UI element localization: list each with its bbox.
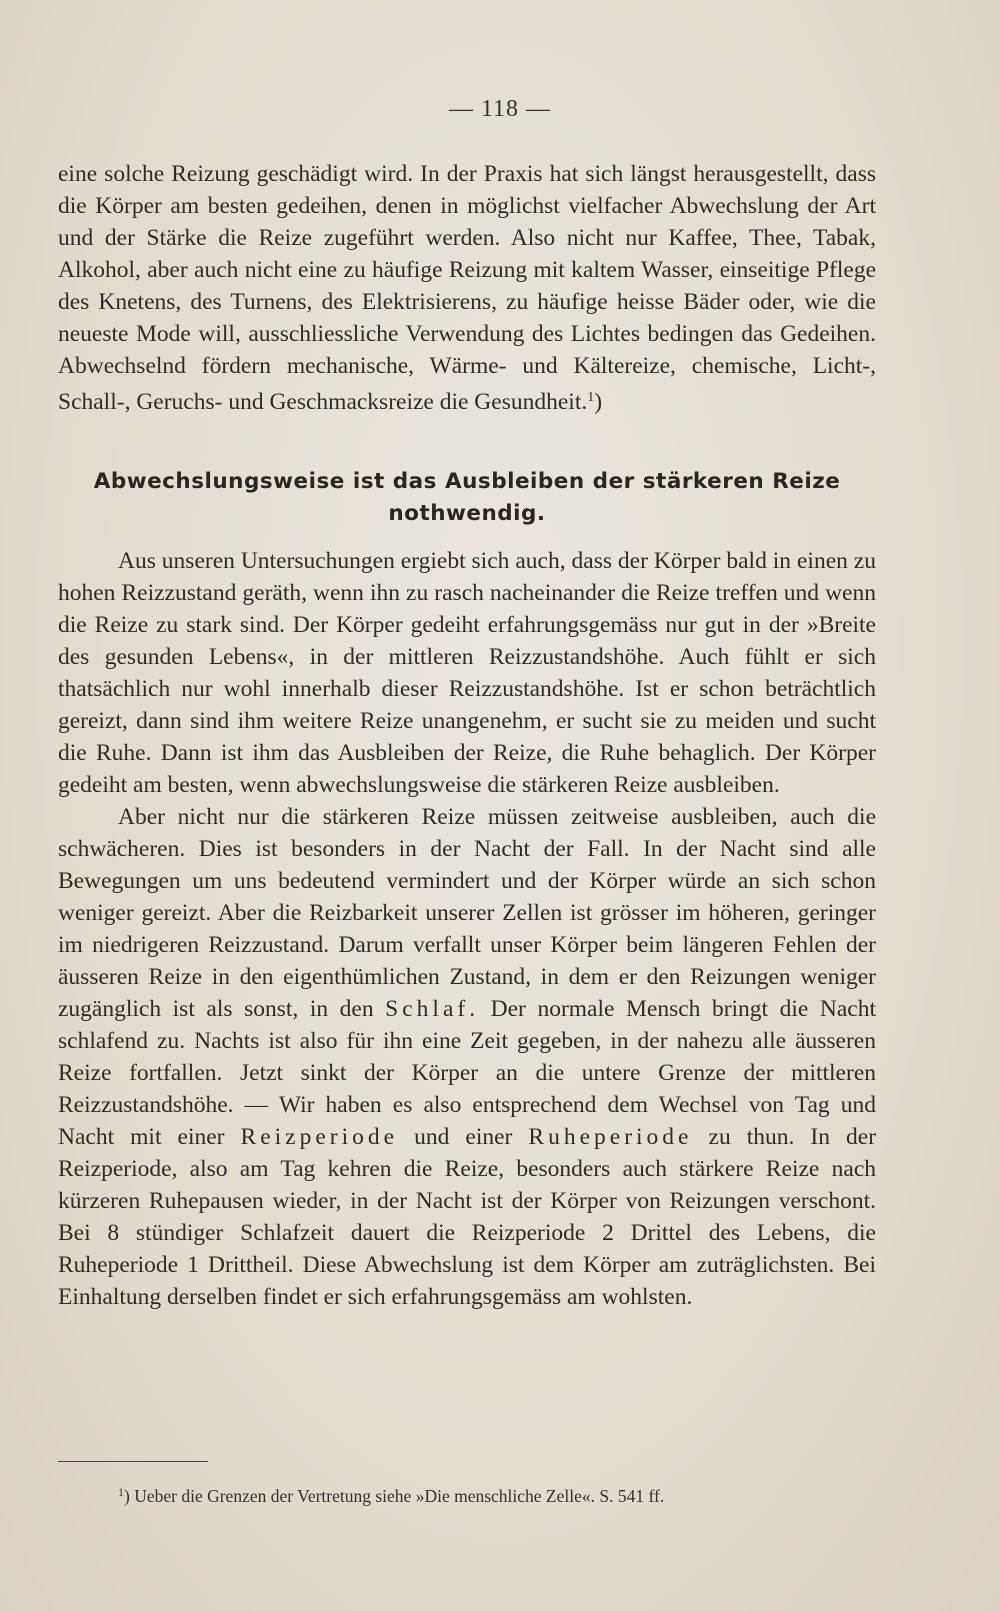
footnote-number: 1	[118, 1485, 124, 1499]
text-block-top	[58, 158, 876, 418]
footnote-marker-number: 1	[587, 390, 595, 405]
paragraph-3-part-1: Aber nicht nur die stärkeren Reize müssen zeitweise ausbleiben, auch die schwächeren. Dies ist besonders in der Nacht der Fall. In der Nacht sind alle Bewegungen um uns bedeutend vermindert und der Körper würde an sich schon weniger gereizt. Aber die Reizbarkeit unserer Zellen ist grösser im höheren, geringer im niedrigeren Reizzustand. Darum verfallt unser Körper beim längeren Fehlen der äusseren Reize in den eigenthümlichen Zustand, in dem er den Reizungen weniger zugänglich ist als sonst, in den	[58, 804, 876, 1022]
text-block-main	[58, 545, 876, 1313]
footnote-paren: )	[124, 1486, 130, 1506]
footnote-text: Ueber die Grenzen der Vertretung siehe »Die menschliche Zelle«. S. 541 ff.	[134, 1486, 665, 1506]
paragraph-1-text: eine solche Reizung geschädigt wird. In der Praxis hat sich längst herausgestellt, dass die Körper am besten gedeihen, denen in möglichst vielfacher Abwechslung der Art und der Stärke die Reize zugeführt werden. Also nicht nur Kaffee, Thee, Tabak, Alkohol, aber auch nicht eine zu häufige Reizung mit kaltem Wasser, einseitige Pflege des Knetens, des Turnens, des Elektrisierens, zu häufige heisse Bäder oder, wie die neueste Mode will, ausschliessliche Verwendung des Lichtes bedingen das Gedeihen. Abwechselnd fördern mechanische, Wärme- und Kältereize, chemische, Licht-, Schall-, Geruchs- und Geschmacksreize die Gesundheit.	[58, 161, 876, 415]
paragraph-3-und: und einer	[414, 1124, 513, 1150]
paragraph-3	[58, 801, 876, 1313]
page-number: — 118 —	[448, 96, 552, 122]
footnote-divider	[58, 1461, 208, 1462]
paragraph-1	[58, 158, 876, 418]
term-schlaf: Schlaf.	[385, 996, 480, 1022]
section-heading: Abwechslungsweise ist das Ausbleiben der stärkeren Reize nothwendig.	[93, 469, 841, 526]
paragraph-3-part-2: Der normale Mensch bringt die Nacht schlafend zu. Nachts ist also für ihn eine Zeit gegeben, in der nahezu alle äusseren Reize fortfallen. Jetzt sinkt der Körper an die untere Grenze der mittleren Reizzustandshöhe. — Wir haben es also entsprechend dem Wechsel von Tag und Nacht mit einer	[58, 996, 877, 1150]
paragraph-2: Aus unseren Untersuchungen ergiebt sich auch, dass der Körper bald in einen zu hohen Reizzustand geräth, wenn ihn zu rasch nacheinander die Reize treffen und wenn die Reize zu stark sind. Der Körper gedeiht erfahrungsgemäss nur gut in der »Breite des gesunden Lebens«, in der mittleren Reizzustandshöhe. Auch fühlt er sich thatsächlich nur wohl innerhalb dieser Reizzustandshöhe. Ist er schon beträchtlich gereizt, dann sind ihm weitere Reize unangenehm, er sucht sie zu meiden und sucht die Ruhe. Dann ist ihm das Ausbleiben der Reize, die Ruhe behaglich. Der Körper gedeiht am besten, wenn abwechslungsweise die stärkeren Reize ausbleiben.	[58, 548, 876, 798]
footnote	[118, 1480, 878, 1508]
footnote-marker-paren: )	[594, 389, 603, 415]
paragraph-3-part-3: zu thun. In der Reizperiode, also am Tag kehren die Reize, besonders auch stärkere Reize nach kürzeren Ruhepausen wieder, in der Nacht ist der Körper von Reizungen verschont. Bei 8 stündiger Schlafzeit dauert die Reizperiode 2 Drittel des Lebens, die Ruheperiode 1 Drittheil. Diese Abwechslung ist dem Körper am zuträglichsten. Bei Einhaltung derselben findet er sich erfahrungsgemäss am wohlsten.	[58, 1124, 877, 1310]
term-reizperiode: Reizperiode	[240, 1124, 399, 1150]
term-ruheperiode: Ruheperiode	[528, 1124, 693, 1150]
